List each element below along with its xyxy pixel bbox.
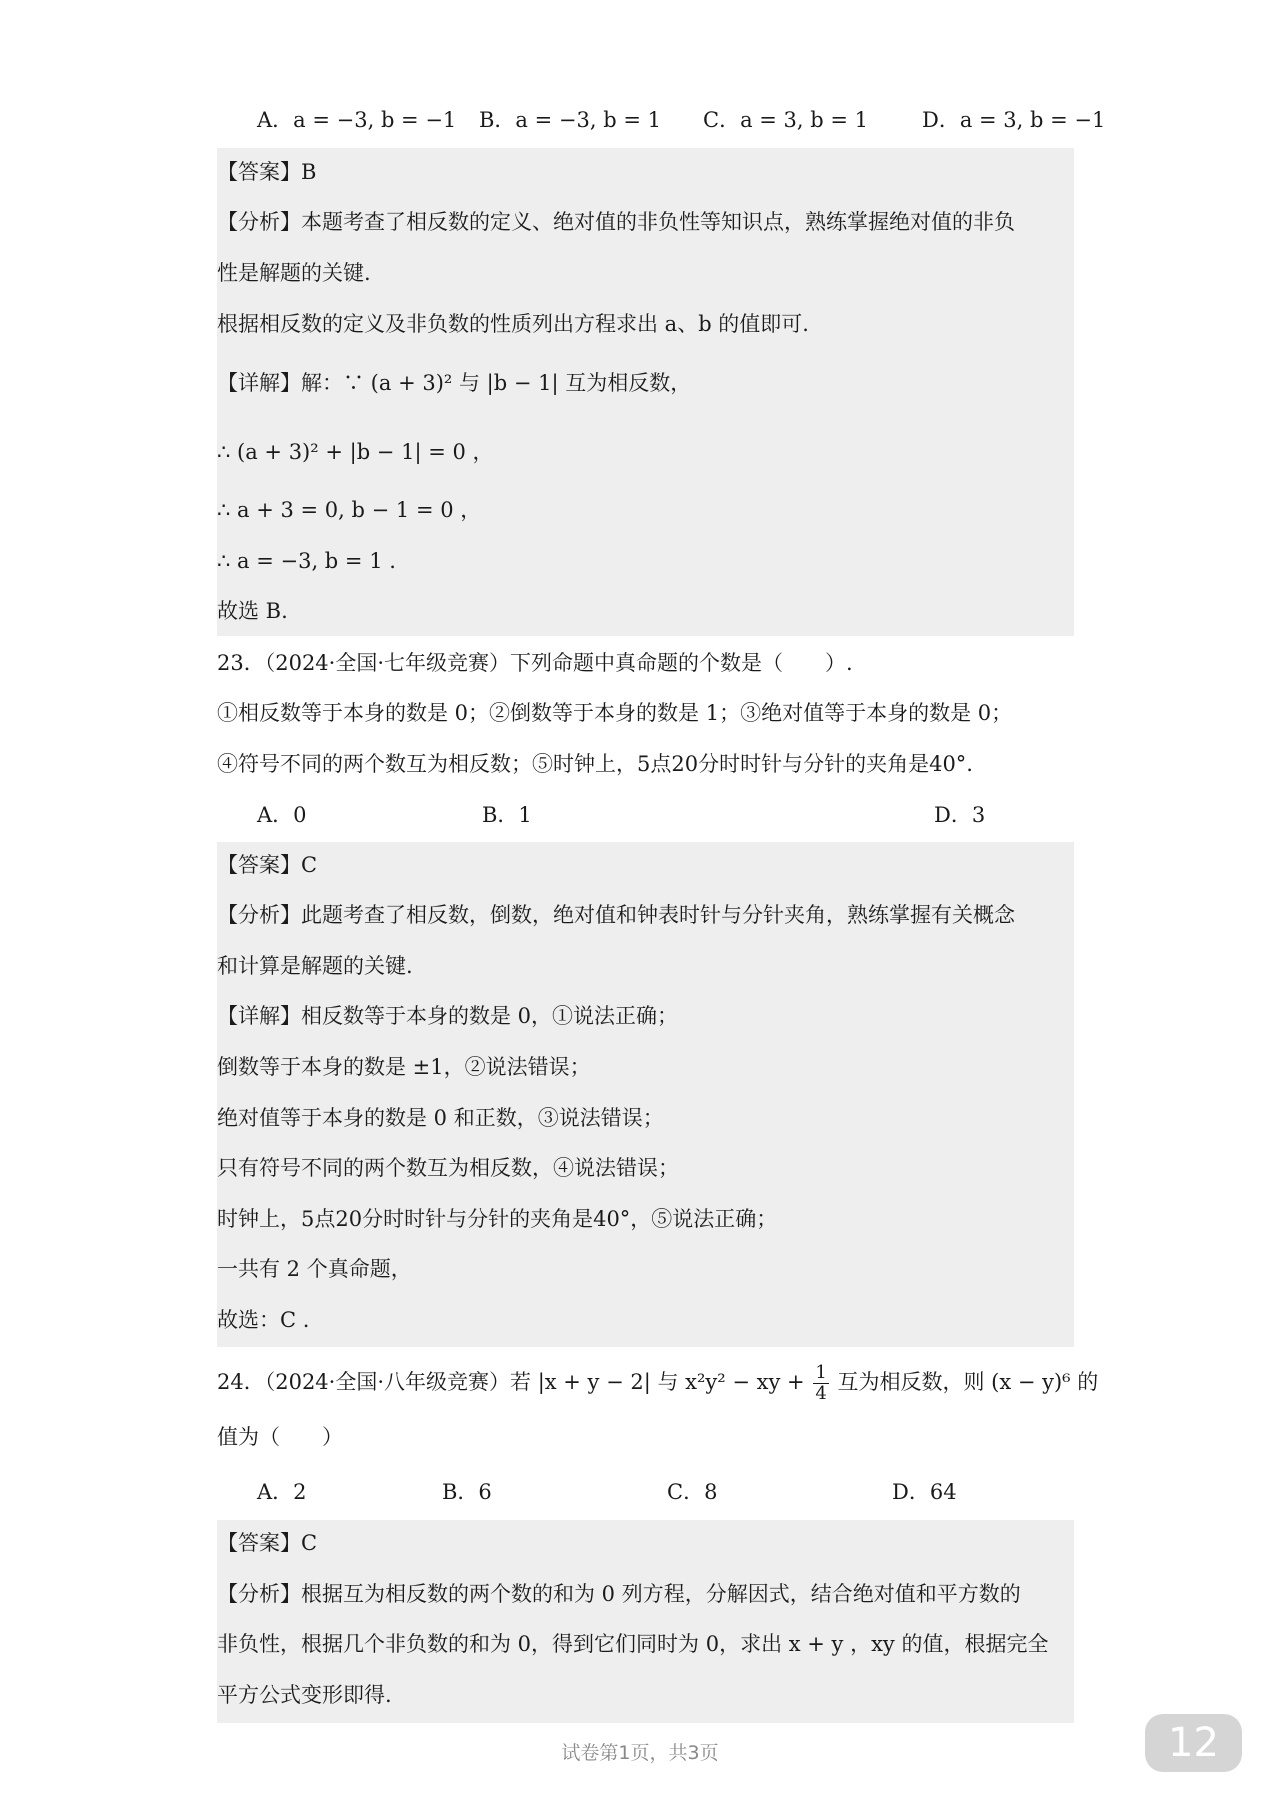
q23-detail-line: 【详解】相反数等于本身的数是 0，①说法正确； (217, 1004, 679, 1028)
q24-option-d: D．64 (892, 1480, 957, 1504)
q24-option-a: A．2 (257, 1480, 307, 1504)
q23-detail-line: 一共有 2 个真命题， (217, 1257, 412, 1281)
q24-analysis-line: 【分析】根据互为相反数的两个数的和为 0 列方程，分解因式，结合绝对值和平方数的 (217, 1582, 1021, 1606)
q22-option-b: B．a = −3, b = 1 (479, 108, 661, 132)
q23-option-d: D．3 (934, 803, 986, 827)
q22-option-d: D．a = 3, b = −1 (922, 108, 1106, 132)
q23-detail-line: 倒数等于本身的数是 ±1，②说法错误； (217, 1055, 591, 1079)
q24-stem-line: 值为（ ） (217, 1425, 343, 1449)
q24-stem-start: 24．（2024·全国·八年级竞赛）若 |x + y − 2| 与 x²y² − xy + (217, 1370, 805, 1394)
page-number-badge: 12 (1145, 1714, 1242, 1772)
q23-option-a: A．0 (257, 803, 307, 827)
q23-detail-line: 时钟上，5点20分时时针与分针的夹角是40°，⑤说法正确； (217, 1207, 778, 1231)
page-footer: 试卷第1页，共3页 (561, 1742, 719, 1764)
q24-stem-end: 互为相反数，则 (x − y)⁶ 的 (837, 1370, 1099, 1394)
q24-fraction (813, 1363, 828, 1404)
q24-option-b: B．6 (442, 1480, 492, 1504)
q22-answer: 【答案】B (217, 160, 317, 184)
q24-fraction-numerator: 1 (815, 1362, 827, 1383)
q22-analysis-line: 性是解题的关键. (217, 261, 371, 285)
q23-items-line: ④符号不同的两个数互为相反数；⑤时钟上，5点20分时时针与分针的夹角是40°. (217, 752, 973, 776)
q22-detail-line: ∴ a = −3, b = 1 . (217, 549, 396, 573)
q22-detail-line: ∴ (a + 3)² + |b − 1| = 0 ， (217, 440, 494, 464)
q23-detail-line: 绝对值等于本身的数是 0 和正数，③说法错误； (217, 1106, 664, 1130)
q22-option-a: A．a = −3, b = −1 (257, 108, 457, 132)
q24-option-c: C．8 (667, 1480, 718, 1504)
q23-detail-line: 只有符号不同的两个数互为相反数，④说法错误； (217, 1156, 679, 1180)
q22-detail-line: ∴ a + 3 = 0, b − 1 = 0 ， (217, 498, 482, 522)
q22-option-c: C．a = 3, b = 1 (703, 108, 868, 132)
q23-items-line: ①相反数等于本身的数是 0；②倒数等于本身的数是 1；③绝对值等于本身的数是 0； (217, 701, 1013, 725)
q22-analysis-line: 【分析】本题考查了相反数的定义、绝对值的非负性等知识点，熟练掌握绝对值的非负 (217, 210, 1015, 234)
q24-analysis-line: 非负性，根据几个非负数的和为 0，得到它们同时为 0，求出 x + y ，xy 的值，根据完全 (217, 1632, 1049, 1656)
q24-fraction-denominator: 4 (815, 1383, 827, 1404)
q24-analysis-line: 平方公式变形即得. (217, 1683, 392, 1707)
q22-detail-line: 【详解】解：∵ (a + 3)² 与 |b − 1| 互为相反数， (217, 371, 692, 395)
q23-answer: 【答案】C (217, 853, 318, 877)
q23-option-b: B．1 (482, 803, 532, 827)
q24-answer: 【答案】C (217, 1531, 318, 1555)
q23-analysis-line: 【分析】此题考查了相反数，倒数，绝对值和钟表时针与分针夹角，熟练掌握有关概念 (217, 903, 1015, 927)
q23-stem: 23．（2024·全国·七年级竞赛）下列命题中真命题的个数是（ ）. (217, 651, 853, 675)
q22-conclusion: 故选 B. (217, 599, 288, 623)
q23-analysis-line: 和计算是解题的关键. (217, 954, 413, 978)
q23-conclusion: 故选：C . (217, 1308, 310, 1332)
q22-analysis-line: 根据相反数的定义及非负数的性质列出方程求出 a、b 的值即可. (217, 312, 809, 336)
q24-stem (217, 1363, 1098, 1404)
